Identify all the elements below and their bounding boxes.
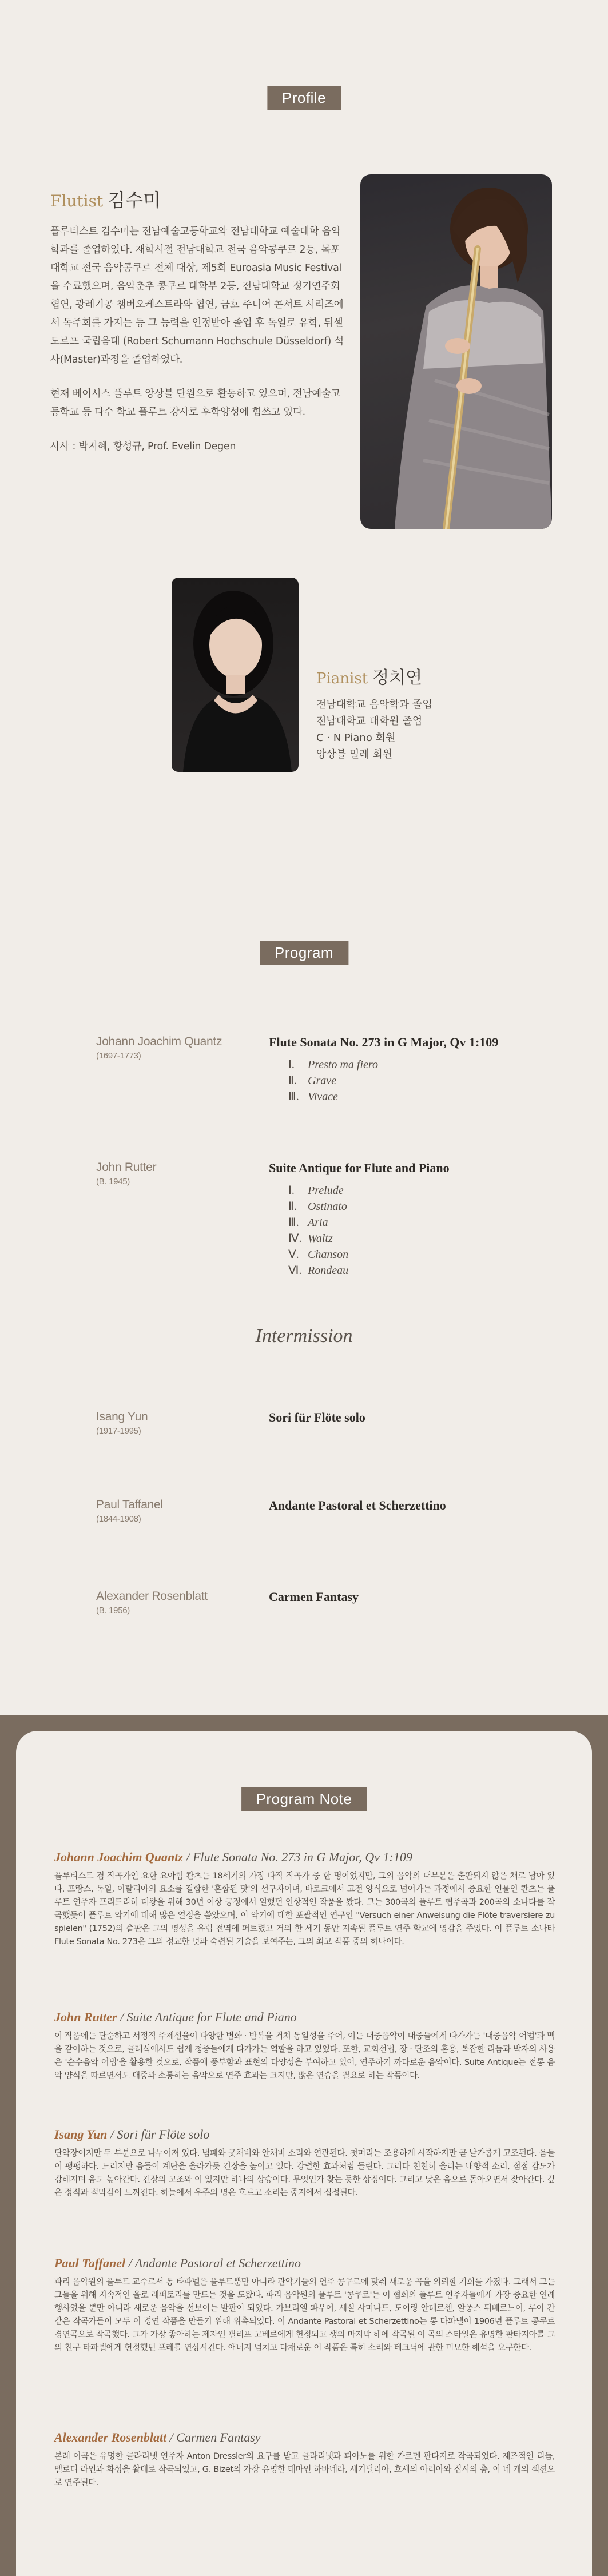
note-heading xyxy=(54,2430,555,2445)
composer-label: Isang Yun xyxy=(96,1410,148,1423)
pianist-photo xyxy=(172,578,299,772)
note-rosenblatt xyxy=(54,2430,555,2489)
movement-list xyxy=(288,1183,517,1279)
movement-item: Ⅰ. Presto ma fiero xyxy=(288,1058,378,1071)
composer-years: (1917-1995) xyxy=(96,1426,141,1436)
note-heading xyxy=(54,2127,555,2142)
movement-item: Ⅳ. Waltz xyxy=(288,1232,333,1245)
composer-label: Johann Joachim Quantz xyxy=(96,1035,222,1048)
movement-item: Ⅲ. Aria xyxy=(288,1216,328,1229)
note-work: / Sori für Flöte solo xyxy=(107,2127,210,2141)
movement-item: Ⅲ. Vivace xyxy=(288,1090,338,1103)
note-work: / Suite Antique for Flute and Piano xyxy=(117,2010,297,2024)
flutist-bio-paragraph-1: 플루티스트 김수미는 전남예술고등학교와 전남대학교 예술대학 음악학과를 졸업하였다. 재학시절 전남대학교 전국 음악콩쿠르 2등, 목포대학교 전국 음악콩쿠르 전체 대상, 제5회 Euroasia Music Festival을 수료했으며, 음악춘추 콩쿠르 대학부 2등, 전남대학교 정기연주회 협연, 광레기공 챔버오케스트라와 협연, 금호 주니어 콘서트 시리즈에서 독주회를 가지는 등 그 능력을 인정받아 졸업 후 독일로 유학, 뒤셀도르프 국립음대 (Robert Schumann Hochschule Düsseldorf) 석사(Master)과정을 졸업하였다. xyxy=(50,226,344,365)
pianist-profile xyxy=(316,663,534,763)
note-body: 이 작품에는 단순하고 서정적 주제선율이 다양한 변화 · 반복을 거쳐 통일성을 주어, 이는 대중음악이 대중들에게 다가가는 '대중음악 어법'과 맥을 같이하는 것으로, 클래식에서도 쉽게 청중들에게 다가가는 역할을 하고 있었다. 또한, 교회선법, 장 · 단조의 혼용, 복잡한 리듬과 박자의 사용은 '순수음악 어법'을 활용한 것으로, 작품에 풍부함과 표현의 다양성을 부여하고 있어, 연주하기 까다로운 음악이다. Suite Antique는 전통 음악 양식을 따르면서도 대중과 소통하는 음악으로 연주 효과는 크지만, 많은 연습을 필요로 하는 작품이다. xyxy=(54,2031,555,2080)
note-body: 플루티스트 겸 작곡가인 요한 요아힘 콴츠는 18세기의 가장 다작 작곡가 중 한 명이었지만, 그의 음악의 대부분은 출판되지 않은 채로 남아 있다. 프랑스, 독일, 이탈리아의 요소를 결합한 '혼합된 맛'의 선구자이며, 바로크에서 고전 양식으로 넘어가는 과정에서 중요한 인물인 콴츠는 플루트 연주자 프리드리히 대왕을 위해 30년 이상 궁정에서 일했던 인상적인 작품을 봤다. 그는 300곡의 플루트 협주곡과 200곡의 소나타를 작곡했듯이 플루트 악기에 대해 많은 열정을 쏟았으며, 이 악기에 대한 포괄적인 연구인 "Versuch einer Anweisung die Flöte traversiere zu spielen" (1752)의 출판은 그의 명성을 유럽 전역에 퍼트렸고 거의 한 세기 동안 지속된 플루트 연주 학교에 영감을 주었다. 이 플루트 소나타 Flute Sonata No. 273은 그의 정교한 멋과 숙련된 기술을 보여주는, 그의 최고 작품 중의 하나이다. xyxy=(54,1871,555,1946)
note-work: / Flute Sonata No. 273 in G Major, Qv 1:109 xyxy=(182,1850,412,1864)
composer-years: (B. 1945) xyxy=(96,1177,130,1187)
note-taffanel xyxy=(54,2256,555,2354)
work-title: Sori für Flöte solo xyxy=(269,1410,365,1424)
note-composer: Johann Joachim Quantz xyxy=(54,1850,183,1864)
composer-years: (1697-1773) xyxy=(96,1051,141,1061)
composer-label: Paul Taffanel xyxy=(96,1498,163,1511)
flutist-profile xyxy=(50,186,348,456)
flutist-photo xyxy=(360,174,552,529)
note-heading xyxy=(54,2010,555,2025)
note-composer: John Rutter xyxy=(54,2010,117,2024)
note-heading xyxy=(54,2256,555,2271)
composer-label: John Rutter xyxy=(96,1161,157,1174)
note-body: 단악장이지만 두 부분으로 나누어져 있다. 범패와 굿채비와 안채비 소리와 연관된다. 첫머리는 조용하게 시작하지만 곧 날카롭게 고조된다. 음들이 팽팽하다. 느리지만 음들이 계단을 올라가듯 긴장을 높이고 있다. 강렬한 효과처럼 들린다. 그러다 천천히 올리는 내향적 소리, 점점 감도가 강해지며 음도 높아간다. 긴장의 고조와 이 있지만 하나의 상승이다. 무엇인가 찾는 듯한 상징이다. 그리고 낮은 음으로 돌아오면서 잦아간다. 깊은 정적과 적막감이 느껴진다. 하늘에서 우주의 명은 흐르고 소리는 중지에서 집접된다. xyxy=(54,2148,555,2197)
work-title: Flute Sonata No. 273 in G Major, Qv 1:109 xyxy=(269,1035,499,1049)
work-title: Carmen Fantasy xyxy=(269,1590,359,1604)
pianist-name: 정치연 xyxy=(372,668,423,688)
flutist-teachers: 사사 : 박지혜, 황성규, Prof. Evelin Degen xyxy=(50,441,236,452)
note-work: / Andante Pastoral et Scherzettino xyxy=(125,2256,301,2270)
note-work: / Carmen Fantasy xyxy=(166,2430,261,2444)
pianist-credential: C · N Piano 회원 xyxy=(316,732,396,744)
work-title: Suite Antique for Flute and Piano xyxy=(269,1161,450,1175)
note-body: 본래 이곡은 유명한 클라리넷 연주자 Anton Dressler의 요구를 받고 클라리넷과 피아노를 위한 카르멘 판타지로 작곡되었다. 재즈적인 리듬, 멜로디 라인과 화성을 활대로 작곡되었고, G. Bizet의 가장 유명한 테마인 하바네라, 세기딜리아, 호세의 아리아와 집시의 춤, 이 네 개의 섹션으로 연주된다. xyxy=(54,2451,555,2487)
pianist-role: Pianist xyxy=(316,670,368,687)
composer-label: Alexander Rosenblatt xyxy=(96,1590,208,1603)
note-rutter xyxy=(54,2010,555,2082)
note-composer: Isang Yun xyxy=(54,2127,108,2141)
program-note-badge: Program Note xyxy=(241,1787,367,1811)
composer-name xyxy=(96,1035,256,1061)
intermission-label: Intermission xyxy=(255,1325,353,1347)
flutist-role: Flutist xyxy=(50,192,104,210)
work-title: Andante Pastoral et Scherzettino xyxy=(269,1498,446,1512)
movement-item: Ⅵ. Rondeau xyxy=(288,1264,349,1277)
composer-name xyxy=(96,1161,256,1187)
pianist-credential: 전남대학교 음악학과 졸업 xyxy=(316,699,432,711)
movement-item: Ⅴ. Chanson xyxy=(288,1248,349,1261)
note-quantz xyxy=(54,1850,555,1948)
movement-item: Ⅱ. Grave xyxy=(288,1074,336,1087)
pianist-name-heading xyxy=(316,663,534,688)
note-heading xyxy=(54,1850,555,1865)
flutist-name-heading xyxy=(50,186,348,212)
composer-years: (B. 1956) xyxy=(96,1606,130,1615)
composer-name xyxy=(96,1498,256,1524)
composer-name xyxy=(96,1410,256,1436)
note-body: 파리 음악원의 플루트 교수로서 통 타파넬은 플루트뿐만 아니라 관악기들의 연주 콩쿠르에 맞춰 새로운 곡을 의뢰할 기회를 가졌다. 그래서 그는 그들을 위해 지속적인 율로 레퍼토리를 만드는 것을 도왔다. 파리 음악원의 플루트 '콩쿠르'는 이 협회의 플루트 연주자들에게 가장 중요한 연례 행사였을 뿐만 아니라 새로운 음악을 선보이는 발판이 되었다. 가브리엘 파우어, 세실 샤미나드, 도어링 안데르센, 알퐁스 뒤베르느이, 루이 간 같은 작곡가들이 모두 이 경연 작품을 만들기 위해 위촉되었다. 이 Andante Pastoral et Scherzettino는 통 타파넬이 1906년 플루트 콩쿠르 경연곡으로 작곡했다. 그가 가장 좋아하는 제자인 필리프 고베르에게 헌정되고 생의 마지막 해에 작곡된 이 곡의 스타일은 유명한 판타지아를 그의 친구 타파넬에게 헌정했던 포레를 연상시킨다. 애너지 넘치고 다채로운 이 작품은 특히 소리와 테크닉에 관한 미묘한 해석을 요구한다. xyxy=(54,2277,555,2352)
flutist-name: 김수미 xyxy=(108,189,161,211)
composer-years: (1844-1908) xyxy=(96,1514,141,1524)
flutist-bio xyxy=(50,222,348,456)
note-composer: Alexander Rosenblatt xyxy=(54,2430,167,2444)
movement-item: Ⅰ. Prelude xyxy=(288,1184,344,1197)
pianist-credential: 앙상블 밀레 회원 xyxy=(316,748,393,761)
flutist-bio-paragraph-2: 현재 베이시스 플루트 앙상블 단원으로 활동하고 있으며, 전남예술고등학교 등 다수 학교 플루트 강사로 후학양성에 힘쓰고 있다. xyxy=(50,388,341,418)
note-yun xyxy=(54,2127,555,2199)
composer-name xyxy=(96,1590,256,1615)
profile-badge: Profile xyxy=(267,86,341,110)
profile-section xyxy=(0,0,608,858)
program-badge: Program xyxy=(260,941,348,965)
pianist-credential: 전남대학교 대학원 졸업 xyxy=(316,715,423,727)
note-composer: Paul Taffanel xyxy=(54,2256,126,2270)
pianist-credentials xyxy=(316,696,534,763)
movement-list xyxy=(288,1057,517,1105)
movement-item: Ⅱ. Ostinato xyxy=(288,1200,347,1213)
